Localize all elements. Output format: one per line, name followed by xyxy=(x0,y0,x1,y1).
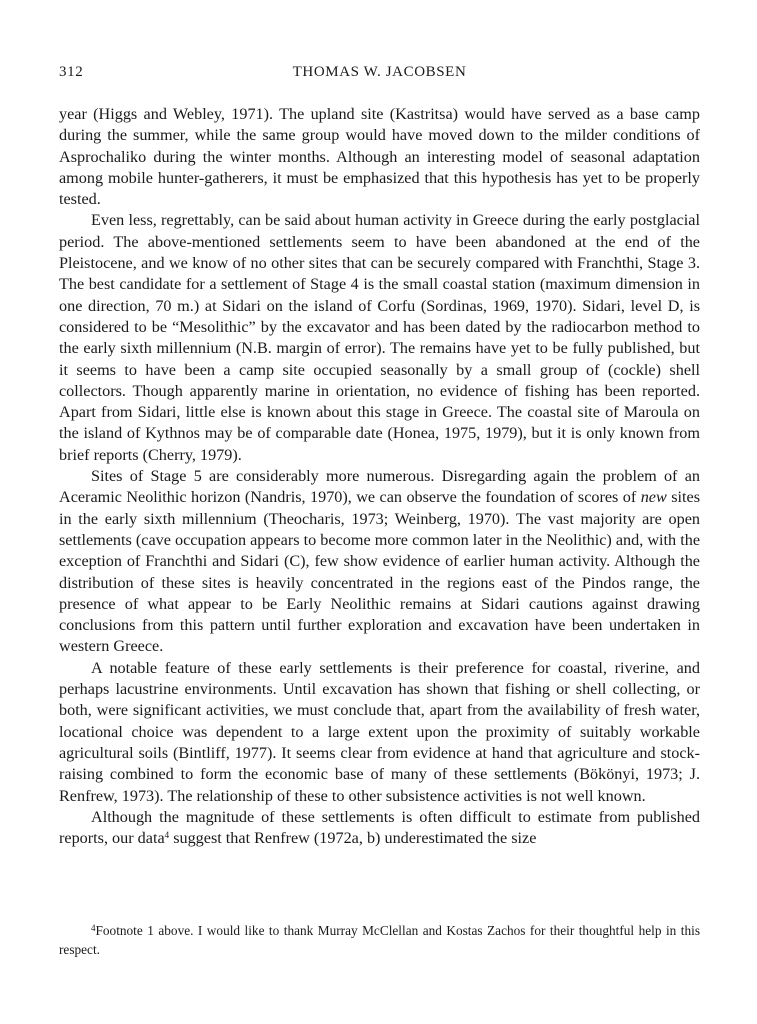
paragraph-text: sites in the early sixth millennium (Theocharis, 1973; Weinberg, 1970). The vast majority are open settlements (cave occupation appears to become more common later in the Neolithic) and, with the exception of Franchthi and Sidari (C), few show evidence of earlier human activity. Although the distribution of these sites is heavily concentrated in the regions east of the Pindos range, the presence of what appear to be Early Neolithic remains at Sidari cautions against drawing conclusions from this pattern until further exploration and excavation have been undertaken in western Greece. xyxy=(59,488,700,656)
footnote-reference[interactable]: 4 xyxy=(164,830,170,841)
paragraph-text: Although the magnitude of these settlements is often difficult to estimate from published reports, our data xyxy=(59,807,700,848)
body-text xyxy=(59,104,700,849)
paragraph-postglacial: Even less, regrettably, can be said about human activity in Greece during the early postglacial period. The above-mentioned settlements seem to have been abandoned at the end of the Pleistocene, and we know of no other sites that can be securely compared with Franchthi, Stage 3. The best candidate for a settlement of Stage 4 is the small coastal station (maximum dimension in one direction, 70 m.) at Sidari on the island of Corfu (Sordinas, 1969, 1970). Sidari, level D, is considered to be “Mesolithic” by the excavator and has been dated by the radiocarbon method to the early sixth millennium (N.B. margin of error). The remains have yet to be fully published, but it seems to have been a camp site occupied seasonally by a small group of (cockle) shell collectors. Though apparently marine in orientation, no evidence of fishing has been reported. Apart from Sidari, little else is known about this stage in Greece. The coastal site of Maroula on the island of Kythnos may be of comparable date (Honea, 1975, 1979), but it is only known from brief reports (Cherry, 1979). xyxy=(59,211,700,464)
emphasis: new xyxy=(640,488,667,507)
running-head xyxy=(59,64,700,88)
page-number: 312 xyxy=(59,64,84,80)
paragraph-text: suggest that Renfrew (1972a, b) underestimated the size xyxy=(169,829,537,848)
footnote-text: Footnote 1 above. I would like to thank Murray McClellan and Kostas Zachos for their thoughtful help in this respect. xyxy=(59,923,700,957)
paragraph-settlement-features: A notable feature of these early settlements is their preference for coastal, riverine, and perhaps lacustrine environments. Until excavation has shown that fishing or shell collecting, or both, were significant activities, we must conclude that, apart from the availability of fresh water, locational choice was dependent to a large extent upon the proximity of suitably workable agricultural soils (Bintliff, 1977). It seems clear from evidence at hand that agriculture and stock-raising combined to form the economic base of many of these settlements (Bökönyi, 1973; J. Renfrew, 1973). The relationship of these to other subsistence activities is not well known. xyxy=(59,658,700,805)
paragraph-stage-5 xyxy=(59,466,700,658)
running-title: THOMAS W. JACOBSEN xyxy=(292,64,467,80)
footnote xyxy=(59,919,700,959)
page xyxy=(59,64,700,849)
paragraph-magnitude xyxy=(59,807,700,850)
paragraph-text: Sites of Stage 5 are considerably more numerous. Disregarding again the problem of an Aceramic Neolithic horizon (Nandris, 1970), we can observe the foundation of scores of xyxy=(59,467,700,507)
footnote-marker: 4 xyxy=(91,923,96,933)
paragraph-continued: year (Higgs and Webley, 1971). The upland site (Kastritsa) would have served as a base camp during the summer, while the same group would have moved down to the milder conditions of Asprochaliko during the winter months. Although an interesting model of seasonal adaptation among mobile hunter-gatherers, it must be emphasized that this hypothesis has yet to be properly tested. xyxy=(59,105,700,209)
